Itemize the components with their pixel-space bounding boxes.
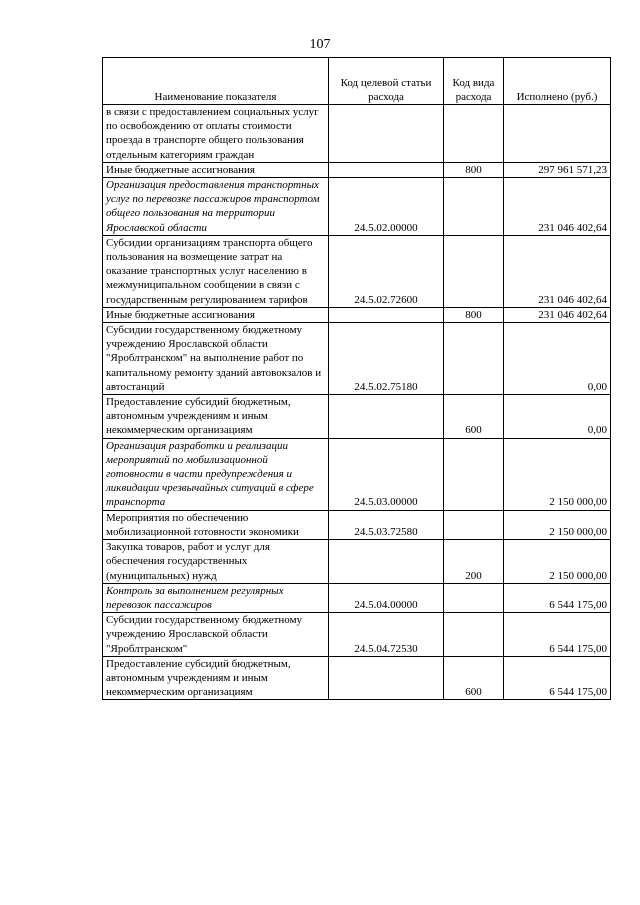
cell-expense-kind-code	[444, 178, 504, 236]
cell-target-article-code: 24.5.04.72530	[329, 613, 444, 657]
cell-target-article-code: 24.5.02.72600	[329, 235, 444, 307]
table-row	[103, 613, 611, 657]
table-row	[103, 235, 611, 307]
cell-expense-kind-code	[444, 613, 504, 657]
table-row	[103, 323, 611, 395]
cell-expense-kind-code	[444, 323, 504, 395]
cell-target-article-code: 24.5.03.72580	[329, 510, 444, 539]
table-row	[103, 510, 611, 539]
cell-executed-amount: 297 961 571,23	[504, 162, 611, 177]
cell-expense-kind-code	[444, 235, 504, 307]
cell-expense-kind-code	[444, 583, 504, 612]
cell-target-article-code: 24.5.04.00000	[329, 583, 444, 612]
cell-executed-amount: 6 544 175,00	[504, 583, 611, 612]
cell-indicator-name: Предоставление субсидий бюджетным, автономным учреждениям и иным некоммерческим организациям	[103, 395, 329, 439]
cell-target-article-code	[329, 656, 444, 700]
cell-target-article-code	[329, 105, 444, 163]
cell-target-article-code	[329, 162, 444, 177]
cell-target-article-code	[329, 395, 444, 439]
cell-expense-kind-code: 600	[444, 656, 504, 700]
cell-executed-amount: 0,00	[504, 395, 611, 439]
cell-indicator-name: Закупка товаров, работ и услуг для обеспечения государственных (муниципальных) нужд	[103, 540, 329, 584]
cell-target-article-code: 24.5.02.00000	[329, 178, 444, 236]
cell-expense-kind-code	[444, 438, 504, 510]
cell-expense-kind-code: 800	[444, 307, 504, 322]
cell-executed-amount: 2 150 000,00	[504, 510, 611, 539]
cell-target-article-code: 24.5.02.75180	[329, 323, 444, 395]
table-row	[103, 438, 611, 510]
cell-target-article-code	[329, 307, 444, 322]
cell-executed-amount: 2 150 000,00	[504, 540, 611, 584]
table-row	[103, 178, 611, 236]
cell-executed-amount: 2 150 000,00	[504, 438, 611, 510]
cell-expense-kind-code	[444, 510, 504, 539]
cell-expense-kind-code: 200	[444, 540, 504, 584]
cell-target-article-code: 24.5.03.00000	[329, 438, 444, 510]
cell-indicator-name: Субсидии государственному бюджетному учреждению Ярославской области "Яроблтранском"	[103, 613, 329, 657]
header-indicator-name: Наименование показателя	[103, 58, 329, 105]
cell-expense-kind-code: 800	[444, 162, 504, 177]
cell-indicator-name: Иные бюджетные ассигнования	[103, 307, 329, 322]
cell-expense-kind-code: 600	[444, 395, 504, 439]
cell-indicator-name: Организация предоставления транспортных услуг по перевозке пассажиров транспортом общего пользования на территории Ярославской области	[103, 178, 329, 236]
cell-indicator-name: Контроль за выполнением регулярных перевозок пассажиров	[103, 583, 329, 612]
header-target-article-code: Код целевой статьи расхода	[329, 58, 444, 105]
table-row	[103, 583, 611, 612]
header-executed-amount: Исполнено (руб.)	[504, 58, 611, 105]
cell-executed-amount: 231 046 402,64	[504, 307, 611, 322]
cell-indicator-name: Организация разработки и реализации мероприятий по мобилизационной готовности в части предупреждения и ликвидации чрезвычайных ситуаций в сфере транспорта	[103, 438, 329, 510]
budget-execution-table	[102, 57, 611, 700]
cell-executed-amount: 0,00	[504, 323, 611, 395]
table-row	[103, 395, 611, 439]
header-expense-kind-code: Код вида расхода	[444, 58, 504, 105]
cell-target-article-code	[329, 540, 444, 584]
table-header-row	[103, 58, 611, 105]
cell-indicator-name: Мероприятия по обеспечению мобилизационной готовности экономики	[103, 510, 329, 539]
cell-executed-amount: 231 046 402,64	[504, 235, 611, 307]
page-number: 107	[309, 37, 331, 52]
table-row	[103, 540, 611, 584]
cell-indicator-name: Субсидии государственному бюджетному учреждению Ярославской области "Яроблтранском" на выполнение работ по капитальному ремонту зданий автовокзалов и автостанций	[103, 323, 329, 395]
table-row	[103, 307, 611, 322]
cell-indicator-name: Предоставление субсидий бюджетным, автономным учреждениям и иным некоммерческим организациям	[103, 656, 329, 700]
cell-indicator-name: Иные бюджетные ассигнования	[103, 162, 329, 177]
table-row	[103, 162, 611, 177]
cell-expense-kind-code	[444, 105, 504, 163]
table-row	[103, 105, 611, 163]
cell-indicator-name: Субсидии организациям транспорта общего пользования на возмещение затрат на оказание транспортных услуг населению в межмуниципальном сообщении в связи с государственным регулированием тарифов	[103, 235, 329, 307]
cell-executed-amount	[504, 105, 611, 163]
cell-executed-amount: 6 544 175,00	[504, 656, 611, 700]
table-row	[103, 656, 611, 700]
cell-indicator-name: в связи с предоставлением социальных услуг по освобождению от оплаты стоимости проезда в транспорте общего пользования отдельным категориям граждан	[103, 105, 329, 163]
cell-executed-amount: 231 046 402,64	[504, 178, 611, 236]
cell-executed-amount: 6 544 175,00	[504, 613, 611, 657]
